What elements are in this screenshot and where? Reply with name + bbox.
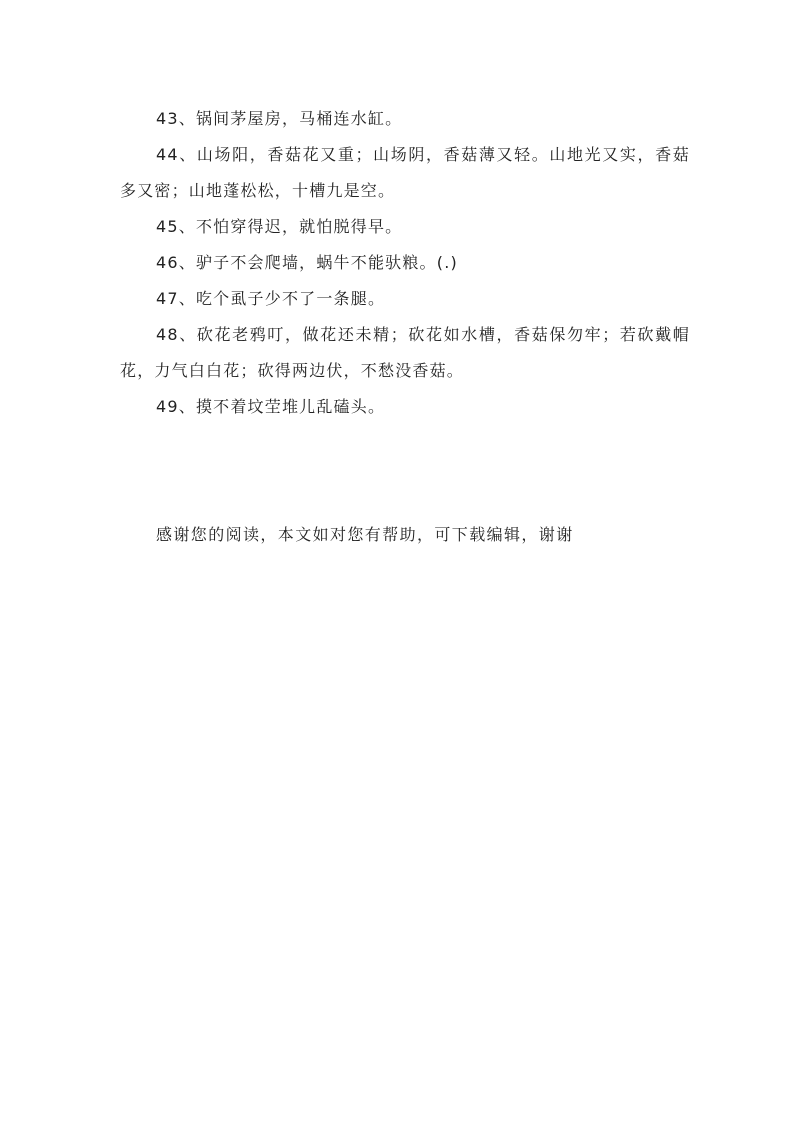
proverb-43: 43、锅间茅屋房，马桶连水缸。 [156, 109, 403, 128]
proverb-44: 44、山场阳，香菇花又重；山场阴，香菇薄又轻。山地光又实，香菇多又密；山地蓬松松，十槽九是空。 [120, 145, 690, 200]
document-body [120, 101, 690, 425]
proverb-46: 46、驴子不会爬墙，蜗牛不能驮粮。(.) [156, 253, 458, 272]
proverb-47: 47、吃个虱子少不了一条腿。 [156, 289, 386, 308]
proverb-45: 45、不怕穿得迟，就怕脱得早。 [156, 217, 403, 236]
thank-you-note: 感谢您的阅读，本文如对您有帮助，可下载编辑，谢谢 [156, 525, 574, 544]
proverb-48: 48、砍花老鸦叮，做花还未精；砍花如水槽，香菇保勿牢；若砍戴帽花，力气白白花；砍得两边伏，不愁没香菇。 [120, 325, 690, 380]
proverb-49: 49、摸不着坟茔堆儿乱磕头。 [156, 397, 386, 416]
